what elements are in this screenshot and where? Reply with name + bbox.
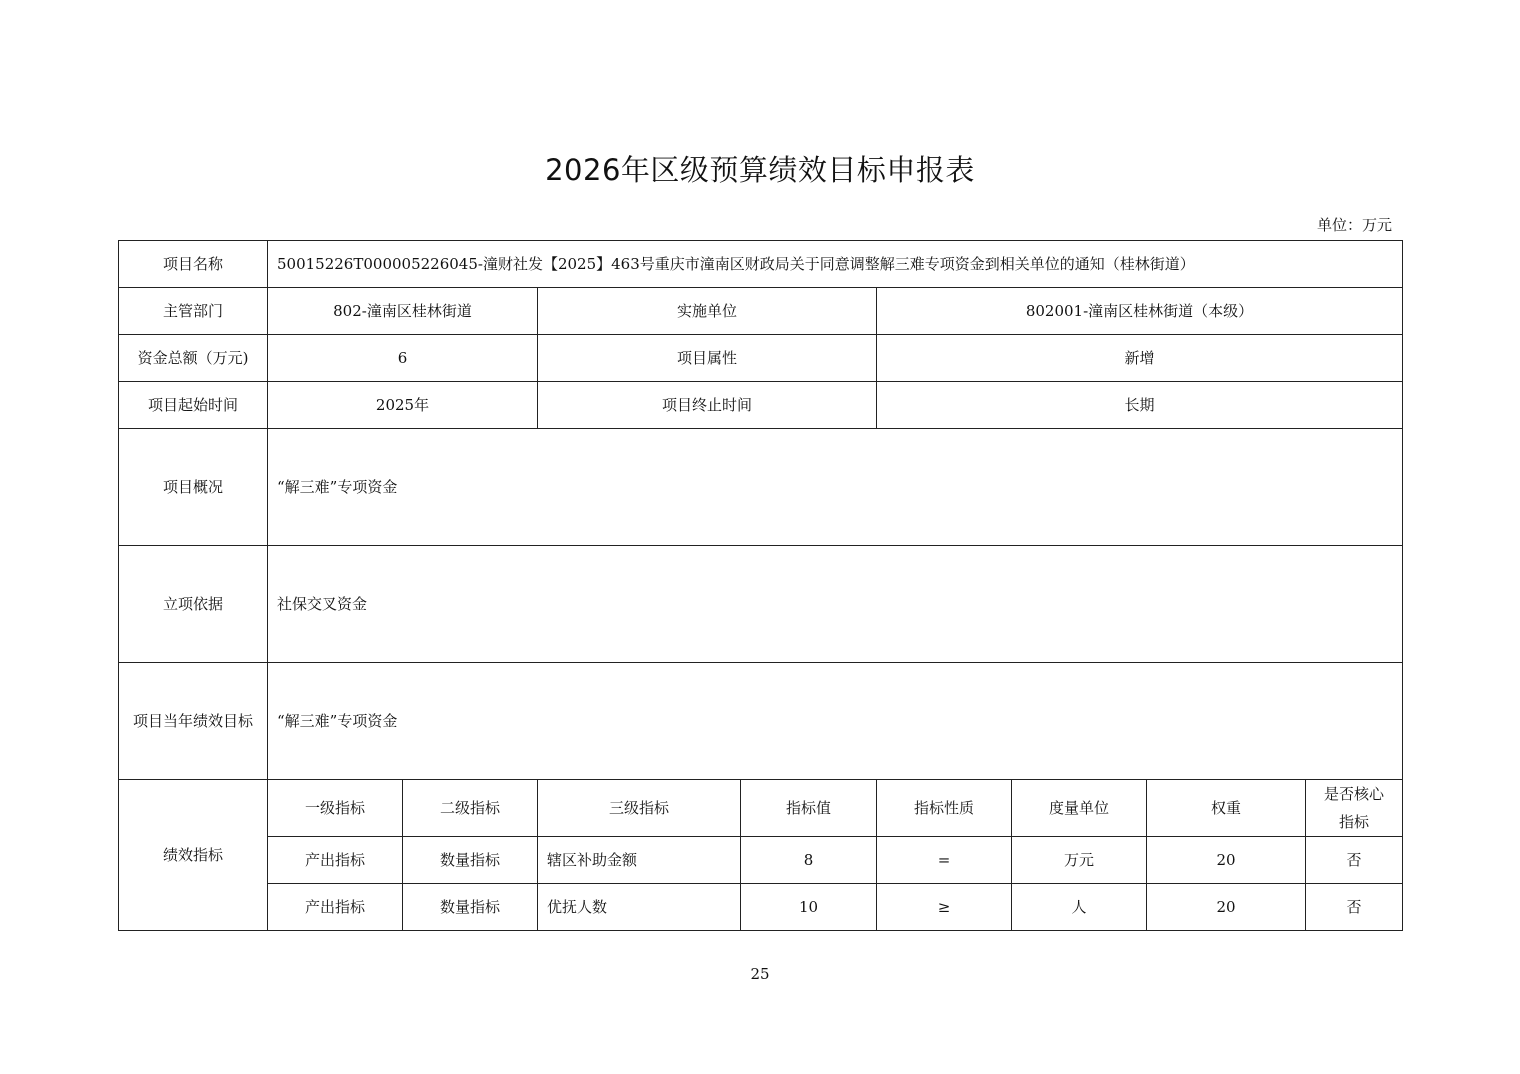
indicator-core: 否 [1306, 837, 1403, 884]
indicator-row [119, 884, 1403, 931]
overview-value: “解三难”专项资金 [268, 429, 1403, 546]
row-annual-goal [119, 663, 1403, 780]
indicator-core: 否 [1306, 884, 1403, 931]
row-funds [119, 335, 1403, 382]
project-attribute-label: 项目属性 [538, 335, 877, 382]
end-time-label: 项目终止时间 [538, 382, 877, 429]
header-level3: 三级指标 [538, 780, 741, 837]
row-overview [119, 429, 1403, 546]
page-title: 2026年区级预算绩效目标申报表 [545, 153, 975, 187]
header-weight: 权重 [1147, 780, 1306, 837]
header-value: 指标值 [741, 780, 877, 837]
header-core: 是否核心指标 [1306, 780, 1403, 837]
start-time-label: 项目起始时间 [119, 382, 268, 429]
row-project-name [119, 241, 1403, 288]
indicator-level2: 数量指标 [403, 884, 538, 931]
department-label: 主管部门 [119, 288, 268, 335]
indicator-value: 10 [741, 884, 877, 931]
implementing-unit-value: 802001-潼南区桂林街道（本级） [877, 288, 1403, 335]
indicator-header-row [119, 780, 1403, 837]
basis-label: 立项依据 [119, 546, 268, 663]
project-name-label: 项目名称 [119, 241, 268, 288]
basis-value: 社保交叉资金 [268, 546, 1403, 663]
implementing-unit-label: 实施单位 [538, 288, 877, 335]
indicator-level3: 辖区补助金额 [538, 837, 741, 884]
overview-label: 项目概况 [119, 429, 268, 546]
indicator-nature: = [877, 837, 1012, 884]
annual-goal-value: “解三难”专项资金 [268, 663, 1403, 780]
indicator-row [119, 837, 1403, 884]
indicator-value: 8 [741, 837, 877, 884]
start-time-value: 2025年 [268, 382, 538, 429]
indicator-level1: 产出指标 [268, 884, 403, 931]
end-time-value: 长期 [877, 382, 1403, 429]
project-name-value: 50015226T000005226045-潼财社发【2025】463号重庆市潼南区财政局关于同意调整解三难专项资金到相关单位的通知（桂林街道） [268, 241, 1403, 288]
row-basis [119, 546, 1403, 663]
department-value: 802-潼南区桂林街道 [268, 288, 538, 335]
indicator-unit: 万元 [1012, 837, 1147, 884]
project-attribute-value: 新增 [877, 335, 1403, 382]
total-funds-value: 6 [268, 335, 538, 382]
header-unit: 度量单位 [1012, 780, 1147, 837]
annual-goal-label: 项目当年绩效目标 [119, 663, 268, 780]
row-department [119, 288, 1403, 335]
budget-performance-form [118, 240, 1403, 931]
indicator-nature: ≥ [877, 884, 1012, 931]
unit-label: 单位：万元 [1316, 216, 1392, 234]
indicator-level3: 优抚人数 [538, 884, 741, 931]
indicator-level1: 产出指标 [268, 837, 403, 884]
indicator-unit: 人 [1012, 884, 1147, 931]
indicator-weight: 20 [1147, 884, 1306, 931]
header-level1: 一级指标 [268, 780, 403, 837]
indicators-label: 绩效指标 [119, 780, 268, 931]
indicator-level2: 数量指标 [403, 837, 538, 884]
header-level2: 二级指标 [403, 780, 538, 837]
total-funds-label: 资金总额（万元) [119, 335, 268, 382]
row-time [119, 382, 1403, 429]
indicator-weight: 20 [1147, 837, 1306, 884]
header-nature: 指标性质 [877, 780, 1012, 837]
page-number: 25 [750, 965, 770, 983]
